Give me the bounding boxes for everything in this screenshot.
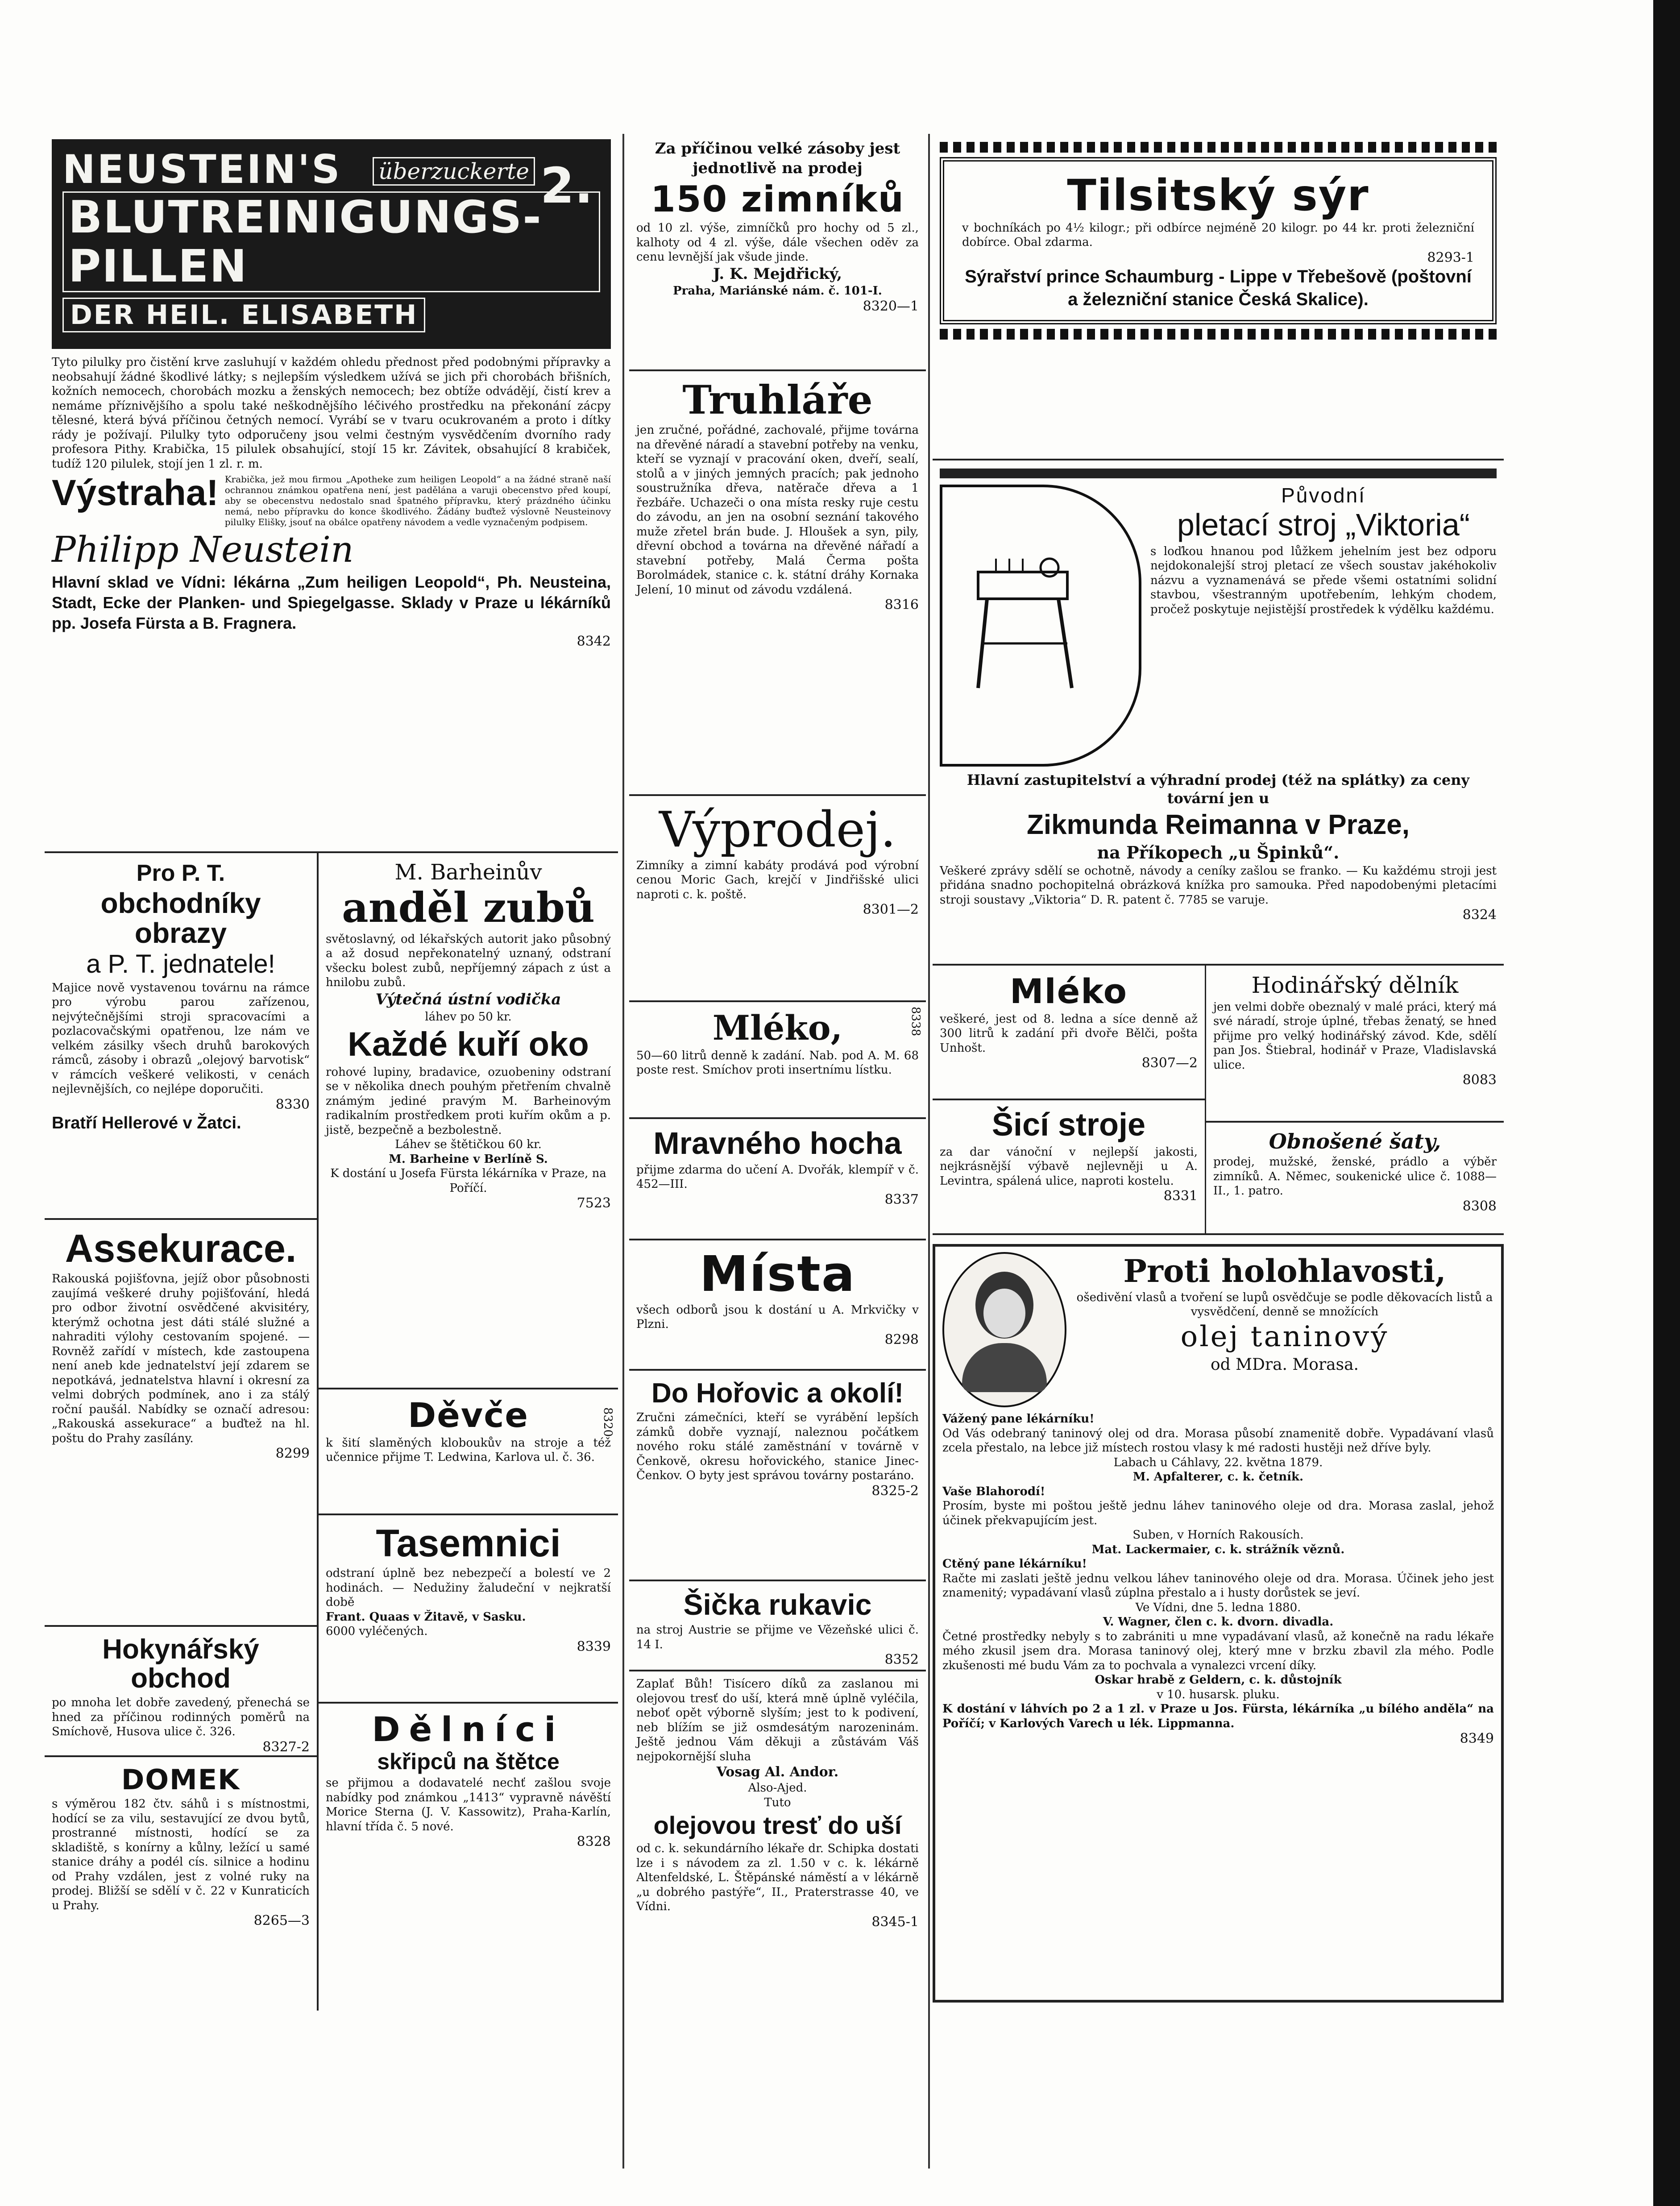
ad-zimniku	[629, 134, 926, 371]
domek-body: s výměrou 182 čtv. sáhů i s místnostmi, hodící se za vilu, sestavující ze dvou bytů, prostranné místnosti, hodící se za skladiště, s konírny a kůlny, ležící u samé stanice dráhy a podél cís. silnice a hodinu od Prahy vzdálen, jest z volné ruky na prodej. Bližší se sdělí v č. 22 v Kunraticích u Prahy.	[52, 1797, 310, 1912]
barhein-title-1: M. Barheinův	[394, 860, 542, 885]
zimniku-addr: Praha, Mariánské nám. č. 101-I.	[673, 284, 882, 298]
ad-code: 8298	[884, 1331, 919, 1348]
tasem-title: Tasemnici	[376, 1522, 561, 1565]
tilsit-body: v bochníkách po 4½ kilogr.; při odbírce nejméně 20 kilogr. po 44 kr. proti železniční dobírce. Obal zdarma.	[962, 221, 1474, 249]
banner-number: 2.	[540, 157, 593, 214]
ad-sici-stroje	[933, 1100, 1205, 1233]
devce-body: k šití slaměných kloboukův na stroje a též učennice přijme T. Ledwina, Karlova ul. č. 36.	[326, 1436, 611, 1464]
holo-letter3-place: Ve Vídni, dne 5. ledna 1880.	[1135, 1601, 1301, 1614]
portrait-illustration	[942, 1252, 1066, 1407]
obrazy-body: Majice nově vystavenou továrnu na rámce pro výrobu parou zařízenou, nejvýtečnějšími stroji spracovacími a pozlacovačskými opatřenou, lze nám ve velkém zásilky všech druhů barokových rámců, zásoby i obrazů „olejový barvotisk“ v rámcích veškeré velikosti, v cenách nejlevnějších, co nejlépe doporučiti.	[52, 981, 310, 1096]
blut-banner	[52, 139, 611, 349]
ad-code: 8299	[275, 1446, 310, 1462]
truhlare-title: Truhláře	[682, 377, 873, 423]
barhein-body-2: rohové lupiny, bradavice, ozuobeniny odstraní se v několika dnech pouhým přetřením chvalně známým jediné pravým M. Barheinovým radikalním prostředkem proti kuřím okům a p. jistě, bezpečně a bezbolestně.	[326, 1065, 611, 1137]
holo-letter1: Od Vás odebraný taninový olej od dra. Morasa působí znamenitě dobře. Vypadávaní vlasů zcela přestalo, na lebce již místech rostou vlasy k mé radosti hustěji než dříve byly.	[942, 1426, 1494, 1455]
viktoria-title-1: Původní	[1281, 484, 1366, 507]
ad-truhlare	[629, 371, 926, 796]
sicka-title: Šička rukavic	[683, 1588, 872, 1621]
mravneho-body: přijme zdarma do učení A. Dvořák, klempíř v č. 452—III.	[636, 1163, 919, 1191]
ad-code: 8331	[1163, 1188, 1198, 1204]
column-rule	[928, 134, 930, 2169]
knitting-machine-icon	[969, 554, 1085, 697]
ad-mleko-1	[629, 1002, 926, 1119]
column-middle	[629, 134, 926, 2169]
delnici-title: Dělníci	[372, 1709, 565, 1749]
hodin-title: Hodinářský dělník	[1251, 972, 1459, 998]
ad-code: 8083	[1462, 1072, 1497, 1088]
ad-delnici	[319, 1704, 618, 1939]
horovic-body: Zručni zámečníci, kteří se vyrábění lepších zámků dobře vyznají, naleznou počátkem nového roku stálé zaměstnání v továrně v Čenkově, okresu hořovického, stanice Jinec-Čenkov. O byty jest správou továrny postaráno.	[636, 1411, 919, 1483]
ad-code: 8301—2	[863, 902, 919, 917]
ad-mista	[629, 1240, 926, 1371]
ad-code: 8345-1	[871, 1914, 919, 1930]
ad-code: 8352	[884, 1652, 919, 1668]
holo-letter3: Račte mi zaslati ještě jednu velkou láhev taninového oleje od dra. Morasa. Účinek jeho jest znamenitý; vypadávaní vlasů zúplna přestalo a i husty dorůstek se jeví.	[942, 1572, 1494, 1600]
sici-body: za dar vánoční v nejlepší jakosti, nejkrásnější výbavě nejlevněji u A. Levintra, spálená ulice, naproti kostelu.	[940, 1145, 1198, 1188]
delnici-sub: skřipců na štětce	[377, 1749, 560, 1774]
delnici-body: se přijmou a dodavatelé nechť zašlou svoje nabídky pod známkou „1413“ vypravně návěští Morice Sterna (J. V. Kassowitz), Praha-Karlín, hlavní třída č. 5 nové.	[326, 1776, 611, 1833]
mleko1-body: 50—60 litrů denně k zadání. Nab. pod A. M. 68 poste rest. Smíchov proti insertnímu lístku.	[636, 1049, 919, 1077]
horovic-title: Do Hořovic a okolí!	[651, 1378, 904, 1409]
devce-title: Děvče	[408, 1395, 529, 1435]
ad-code: 8342	[577, 634, 611, 650]
holo-letter1-sig: M. Apfalterer, c. k. četník.	[1132, 1470, 1304, 1484]
ad-code: 8293-1	[1427, 249, 1474, 265]
hokyn-body: po mnoha let dobře zavedený, přenechá se hned za příčinou rodinných poměrů na Smíchově, Husova ulice č. 326.	[52, 1696, 310, 1739]
ad-hodinar	[1206, 966, 1504, 1123]
column-left	[45, 134, 618, 2169]
ad-code: 8307—2	[1141, 1055, 1198, 1071]
holo-letter3-sig: V. Wagner, člen c. k. dvorn. divadla.	[1103, 1615, 1334, 1629]
barhein-voda: Výtečná ústní vodička	[375, 990, 561, 1008]
hodin-body: jen velmi dobře obeznalý v malé práci, který má své náradí, stroje úplné, třebas ženatý, se hned přijme pro velký hodinářský závod. Kde, sdělí pan Jos. Štiebral, hodinář v Praze, Vladislavská ulice.	[1213, 1000, 1497, 1072]
tilsit-title: Tilsitský sýr	[1067, 170, 1369, 220]
holo-letter3-greet: Ctěný pane lékárníku!	[942, 1557, 1087, 1571]
banner-line-2: BLUTREINIGUNGS-PILLEN	[62, 191, 600, 292]
ad-code: 8324	[1462, 907, 1497, 923]
column-right	[933, 134, 1504, 2169]
viktoria-firm-2: na Příkopech „u Špinků“.	[1097, 842, 1340, 862]
ad-code: 8320	[601, 1407, 614, 1437]
ad-code: 8320—1	[863, 298, 919, 314]
mista-body: všech odborů jsou k dostání u A. Mrkvičky v Plzni.	[636, 1303, 919, 1331]
banner-tag: überzuckerte	[373, 157, 535, 186]
ad-tilsit	[933, 134, 1504, 460]
ad-code: 8338	[909, 1007, 922, 1037]
warning-text: Krabička, jež mou firmou „Apotheke zum heiligen Leopold“ a na žádné straně naší ochrannou známkou opatřena není, jest padělána a varuji obecenstvo před koupí, aby se obecenstvu nedostalo snad špatného přípravku, který prázdného účinku nemá, nebo přípravku do konce škodlivého. Žádány buďtež výslovně Neusteinovy pilulky Elišky, jsouť na obálce opatřeny návodem a vedle vyznačeným podpisem.	[224, 474, 611, 527]
viktoria-title-2: pletací stroj „Viktoria“	[1177, 507, 1470, 543]
obrazy-title-1: Pro P. T.	[136, 860, 225, 886]
assek-title: Assekurace.	[65, 1226, 297, 1270]
sicka-body: na stroj Austrie se přijme ve Vězeňské ulici č. 14 I.	[636, 1623, 919, 1651]
holo-depot: K dostání v láhvích po 2 a 1 zl. v Praze u Jos. Fürsta, lékárníka „u bílého anděla“ na Poříčí; v Karlových Varech u lék. Lippmanna.	[942, 1702, 1494, 1730]
blut-depot: Hlavní sklad ve Vídni: lékárna „Zum heiligen Leopold“, Ph. Neusteina, Stadt, Ecke der Planken- und Spiegelgasse. Sklady v Praze u lékárníků pp. Josefa Fürsta a B. Fragnera.	[52, 573, 611, 633]
barhein-title-2: anděl zubů	[342, 883, 595, 932]
holo-letter2-sig: Mat. Lackermaier, c. k. strážník věznů.	[1091, 1543, 1345, 1556]
barhein-title-3: Každé kuří oko	[348, 1025, 589, 1063]
scan-edge	[1653, 0, 1680, 2206]
ad-code: 8265—3	[253, 1913, 310, 1929]
mravneho-title: Mravného hocha	[653, 1126, 902, 1161]
ad-tasemnice	[319, 1515, 618, 1704]
holo-letter4-sig-2: v 10. husarsk. pluku.	[1157, 1688, 1280, 1701]
tilsit-frame	[940, 157, 1497, 324]
vosag-title: olejovou tresť do uší	[653, 1811, 902, 1840]
ad-code: 8325-2	[871, 1483, 919, 1499]
ad-blutreinigung	[45, 134, 618, 853]
warning-title: Výstraha!	[52, 473, 219, 513]
ad-vosag	[629, 1671, 926, 2086]
holo-letter2-greet: Vaše Blahorodí!	[942, 1484, 1045, 1498]
ad-sicka	[629, 1581, 926, 1671]
vosag-place: Also-Ajed.	[748, 1781, 807, 1795]
ad-code: 8308	[1462, 1198, 1497, 1214]
decor-bar	[940, 469, 1497, 478]
ad-viktoria	[933, 460, 1504, 966]
viktoria-body-2: Veškeré zprávy sdělí se ochotně, návody a ceníky zašlou se franko. — Ku každému stroji jest přidána snadno pochopitelná obrázková knížka pro samouka. Před napodobenými pletacími stroji soustavy „Viktoria“ D. R. patent č. 7785 se varuje.	[940, 864, 1497, 907]
column-rule	[622, 134, 624, 2169]
vyprodej-body: Zimníky a zimní kabáty prodává pod výrobní cenou Moric Gach, krejčí v Jindřišské ulici naproti c. k. poště.	[636, 858, 919, 901]
viktoria-body: s loďkou hnanou pod lůžkem jehelním jest bez odporu nejdokonalejší stroj pletací ze všech soustav jakéhokoliv názvu a vyznamenává se přede všemi ostatními solidní stavbou, všestranným upotřebením, lehkým chodem, pročež poskytuje nejistější prostředek k výdělku každému.	[1150, 544, 1497, 616]
ad-hokynar	[45, 1627, 317, 1757]
holo-letter4-sig: Oskar hrabě z Geldern, c. k. důstojník	[1095, 1673, 1342, 1687]
signature: Philipp Neustein	[52, 529, 354, 570]
zimniku-title: 150 zimníků	[651, 178, 904, 220]
truhlare-body: jen zručné, pořádné, zachovalé, přijme továrna na dřevěné náradí a stavební potřeby na venku, kteří se vyznají v pracování oken, dveří, sealí, stolů a v jiných jemných pracích; pak jednoho soustružníka dřeva, natěrače dřeva a 1 řezbáře. Uchazeči o ona místa resky ruje cestu do závodu, an jen na osobní seznání takového muže zřetel brán bude. J. Hloušek a syn, pily, dřevní obchod a továrna na dřevěné nářadí a stavební potřeby, Malá Čerma pošta Borolmádek, stanice c. k. státní dráhy Kornaka Jelení, 10 minut od závodu vzdálená.	[636, 423, 919, 597]
mleko1-title: Mléko,	[712, 1008, 843, 1048]
viktoria-depot: Hlavní zastupitelství a výhradní prodej (též na splátky) za ceny tovární jen u	[967, 771, 1470, 807]
holo-letter4: Četné prostředky nebyly s to zabrániti u mne vypadávaní vlasů, až konečně na radu lékaře mého zkusil jsem dra. Morasa taninový olej, který mne v brzku zbavil zla mého. Podle zkušenosti mé budu Vám za to pochvala a vynalezci vrcení díky.	[942, 1630, 1494, 1672]
viktoria-firm: Zikmunda Reimanna v Praze,	[1027, 809, 1410, 840]
holo-product-2: od MDra. Morasa.	[1210, 1355, 1359, 1374]
holo-letter1-place: Labach u Cáhlavy, 22. května 1879.	[1113, 1455, 1323, 1469]
ad-assekurace	[45, 1220, 317, 1627]
obrazy-firm: Bratří Hellerové v Žatci.	[52, 1113, 241, 1132]
zimniku-firm: J. K. Mejdřický,	[713, 265, 842, 283]
ad-horovic	[629, 1371, 926, 1581]
vosag-name: Vosag Al. Andor.	[716, 1764, 839, 1780]
ad-obrazy	[45, 853, 317, 1220]
barhein-lahev: Láhev se štětičkou 60 kr.	[395, 1138, 542, 1152]
tasem-firm: Frant. Quaas v Žitavě, v Sasku.	[326, 1610, 526, 1624]
ad-code: 8327-2	[262, 1739, 310, 1755]
obrazy-title-2: obchodníky obrazy	[100, 887, 261, 949]
holo-letter1-greet: Vážený pane lékárníku!	[942, 1412, 1095, 1426]
holo-sub: ošedivění vlasů a tvoření se lupů osvědčuje se podle děkovacích listů a vysvědčení, denně se množících	[1076, 1290, 1493, 1319]
saty-title: Obnošené šaty,	[1269, 1129, 1441, 1153]
vosag-body-2: od c. k. sekundárního lékaře dr. Schipka dostati lze i s návodem za zl. 1.50 v c. k. lékárně Altenfeldské, L. Štěpánské náměstí a v lékárně „u dobrého pastýře“, II., Praterstrasse 40, ve Vídni.	[636, 1842, 919, 1914]
holo-letter2-place: Suben, v Horních Rakousích.	[1132, 1528, 1304, 1542]
ad-barhein	[319, 853, 618, 1389]
ad-code: 8349	[1460, 1731, 1494, 1746]
ad-mravneho	[629, 1119, 926, 1240]
zimniku-intro: Za příčinou velké zásoby jest jednotlivě na prodej	[655, 140, 900, 177]
ad-code: 8337	[884, 1191, 919, 1207]
saty-body: prodej, mužské, ženské, prádlo a výběr zimníků. A. Němec, soukenické ulice č. 1088—II., 1. patro.	[1213, 1155, 1497, 1198]
ad-mleko-2	[933, 966, 1205, 1100]
barhein-dost: K dostání u Josefa Fürsta lékárníka v Praze, na Poříčí.	[330, 1167, 606, 1195]
ad-saty	[1206, 1123, 1504, 1233]
ad-code: 8328	[577, 1834, 611, 1850]
ad-domek	[45, 1757, 317, 2011]
banner-line-1: NEUSTEIN'S	[62, 146, 342, 192]
banner-line-3: DER HEIL. ELISABETH	[62, 298, 425, 332]
ad-code: 8339	[577, 1638, 611, 1654]
tasem-extra: 6000 vyléčených.	[326, 1625, 428, 1638]
assek-body: Rakouská pojišťovna, jejíž obor působnosti zaujímá veškeré druhy pojišťování, hledá pro odbor životní osvědčené akvisitéry, kterýmž ochotna jest dáti stálé služné a nahraditi výlohy cestovaním spojené. — Rovněž zařídí v místech, kde zastoupena není aneb kde jednatelství její zdarem se nepotkává, jednatelstva hlavní i okresní za velmi dobrých podmínek, ano i za stálý roční paušál. Nabídky se označí adresou: „Rakouská assekurace“ a buďtež na hl. poštu do Prahy zasílány.	[52, 1272, 310, 1445]
tasem-body: odstraní úplně bez nebezpečí a bolestí ve 2 hodinách. — Nedužiny žaludeční v nejkratší době	[326, 1567, 611, 1609]
tilsit-firm: Sýrařství prince Schaumburg - Lippe v Třebešově (poštovní a železniční stanice Česká Skalice).	[965, 266, 1472, 309]
mleko2-title: Mléko	[1010, 971, 1128, 1011]
zimniku-body: od 10 zl. výše, zimníčků pro hochy od 5 zl., kalhoty od 4 zl. výše, dále všechen oděv za cenu levnější jak všude jinde.	[636, 221, 919, 264]
ad-devce	[319, 1389, 618, 1515]
holo-product: olej taninový	[1180, 1320, 1389, 1353]
ad-code: 8330	[275, 1096, 310, 1112]
ad-code: 8316	[884, 597, 919, 613]
barhein-voda-price: láhev po 50 kr.	[425, 1010, 512, 1024]
barhein-body-1: světoslavný, od lékařských autorit jako působný a až dosud nepřekonatelný uznaný, odstraní všecku bolest zubů, nepříjemný zápach z úst a hnilobu zubů.	[326, 932, 611, 990]
barhein-firm: M. Barheine v Berlíně S.	[389, 1152, 548, 1166]
mleko2-body: veškeré, jest od 8. ledna a síce denně až 300 litrů k zadání při dvoře Bělči, pošta Unhošt.	[940, 1012, 1198, 1055]
chain-border	[940, 142, 1497, 153]
holo-letter2: Prosím, byste mi poštou ještě jednu láhev taninového oleje od dra. Morasa zaslal, jehož účinek překvapujícím jest.	[942, 1499, 1494, 1527]
mista-title: Místa	[699, 1245, 856, 1302]
holo-title: Proti holohlavosti,	[1123, 1252, 1446, 1290]
ad-code: 7523	[577, 1195, 611, 1211]
domek-title: DOMEK	[121, 1763, 241, 1796]
chain-border	[940, 329, 1497, 340]
vyprodej-title: Výprodej.	[659, 801, 896, 858]
sici-title: Šicí stroje	[991, 1107, 1146, 1143]
initial-d-illustration	[940, 485, 1141, 767]
blut-body: Tyto pilulky pro čistění krve zasluhují v každém ohledu přednost před podobnými přípravky a neobsahují žádné škodlivé látky; s nejlepším výsledkem užívá se jich při chorobách břišních, kožních nemocech, chorobách mozku a ženských nemocech; bez obtíže odvádějí, čistí krev a nemáme příznivějšího a spolu také neškodnějšího léčivého prostředku na překonání zácpy tělesné, která bývá příčinou četných nemocí. Vyrábí se v tvaru ocukrovaném a proto i dítky rády je požívají. Pilulky tyto odporučeny jsou velmi čestným vysvědčením dvorního rady profesora Pithy. Krabička, 15 pilulek obsahující, stojí 15 kr. Závitek, obsahující 8 krabiček, tudíž 120 pilulek, stojí jen 1 zl. r. m.	[52, 356, 611, 471]
vosag-body: Zaplať Bůh! Tisícero díků za zaslanou mi olejovou tresť do uší, která mně úplně vyléčila, neboť opět výborně slyším; jest to k podivení, neb blížím se již osmdesátým narozeninám. Ještě jednou Vám děkuji a zůstávám Váš nejpokornější sluha	[636, 1677, 919, 1763]
obrazy-title-3: a P. T. jednatele!	[86, 949, 275, 979]
vosag-tuto: Tuto	[764, 1795, 791, 1809]
ad-vyprodej	[629, 796, 926, 1002]
hokyn-title: Hokynářský obchod	[102, 1634, 259, 1694]
ad-holohlavost	[933, 1244, 1504, 2003]
